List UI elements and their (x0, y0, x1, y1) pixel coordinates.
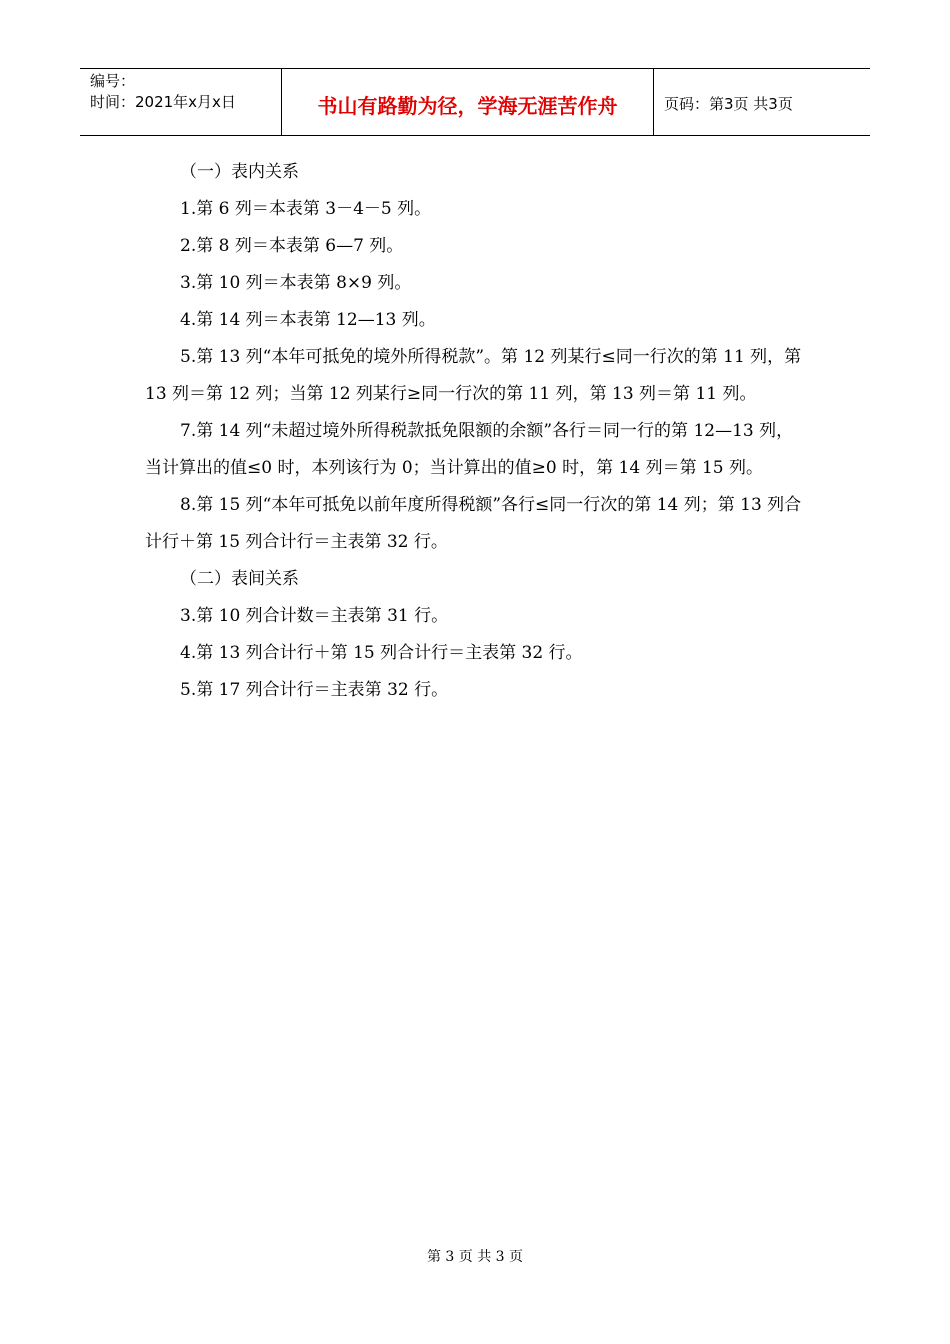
paragraph-item: 8.第 15 列“本年可抵免以前年度所得税额”各行≤同一行次的第 14 列；第 13 列合计行＋第 15 列合计行＝主表第 32 行。 (145, 495, 802, 552)
section-title-inter-table: （二）表间关系 (180, 569, 299, 589)
document-body (145, 154, 810, 709)
paragraph-item: 4.第 14 列＝本表第 12—13 列。 (180, 310, 436, 330)
page-footer: 第 3 页 共 3 页 (426, 1249, 524, 1265)
document-time-label: 时间：2021年x月x日 (90, 93, 236, 111)
paragraph-item: 1.第 6 列＝本表第 3－4－5 列。 (180, 199, 432, 219)
document-number-label: 编号： (90, 72, 136, 90)
paragraph-item: 5.第 13 列“本年可抵免的境外所得税款”。第 12 列某行≤同一行次的第 11 列，第 13 列＝第 12 列；当第 12 列某行≥同一行次的第 11 列，第 13 列＝第 11 列。 (145, 347, 802, 404)
document-header (80, 68, 870, 136)
paragraph-item: 5.第 17 列合计行＝主表第 32 行。 (180, 680, 449, 700)
header-meta (80, 69, 281, 135)
paragraph-item: 7.第 14 列“未超过境外所得税款抵免限额的余额”各行＝同一行的第 12—13 列，当计算出的值≤0 时，本列该行为 0；当计算出的值≥0 时，第 14 列＝第 15 列。 (145, 421, 794, 478)
section-title-internal: （一）表内关系 (180, 162, 299, 182)
header-page-info: 页码：第3页 共3页 (664, 94, 793, 113)
paragraph-item: 3.第 10 列合计数＝主表第 31 行。 (180, 606, 449, 626)
header-motto: 书山有路勤为径，学海无涯苦作舟 (281, 69, 654, 135)
paragraph-item: 4.第 13 列合计行＋第 15 列合计行＝主表第 32 行。 (180, 643, 583, 663)
paragraph-item: 2.第 8 列＝本表第 6—7 列。 (180, 236, 404, 256)
paragraph-item: 3.第 10 列＝本表第 8×9 列。 (180, 273, 412, 293)
